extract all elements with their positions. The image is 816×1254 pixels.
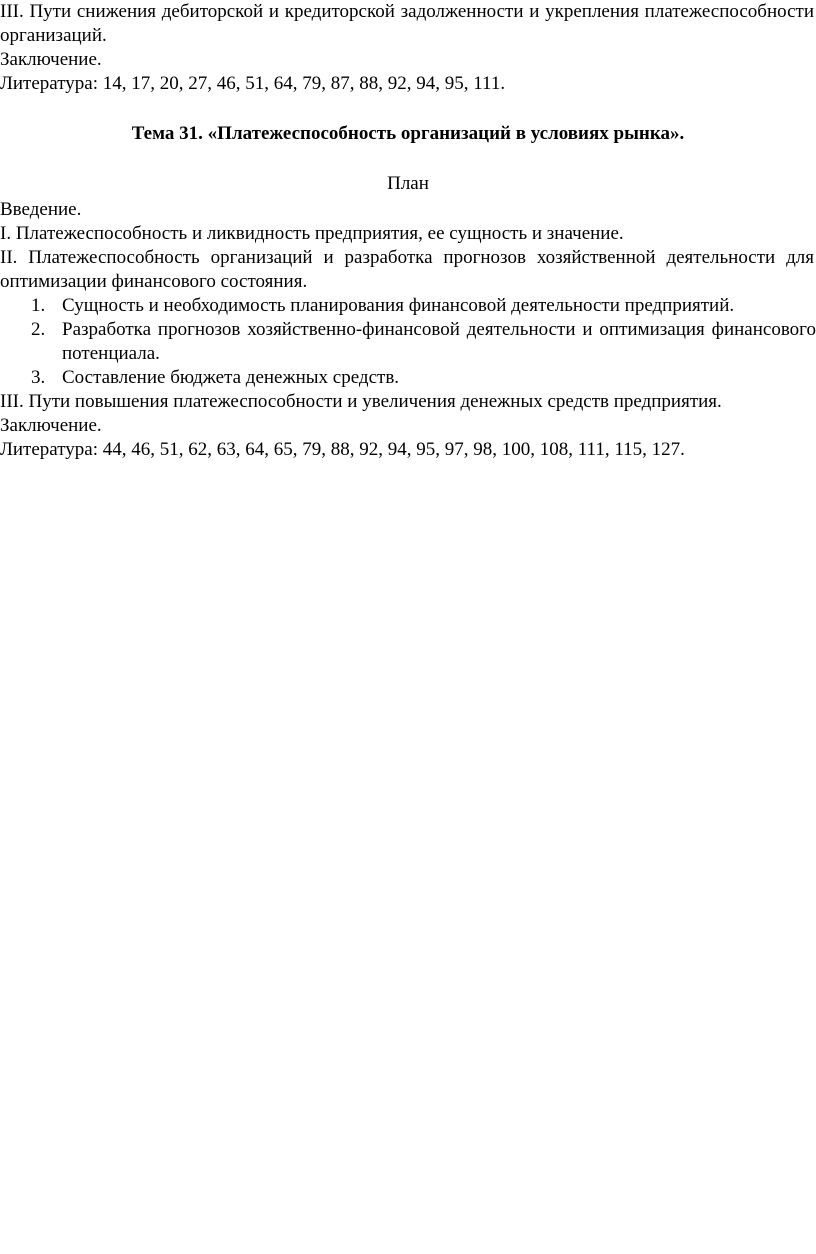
list-item-number: 3. [31, 367, 46, 388]
section-i-text: I. Платежеспособность и ликвидность предприятия, ее сущность и значение. [0, 223, 624, 244]
section-iii-paragraph: III. Пути снижения дебиторской и кредиторской задолженности и укрепления платежеспособности организаций. [0, 1, 814, 46]
list-item-text: Разработка прогнозов хозяйственно-финансовой деятельности и оптимизация финансового потенциала. [62, 319, 816, 364]
conclusion-text: Заключение. [0, 49, 102, 70]
intro-text: Введение. [0, 199, 82, 220]
list-item [0, 294, 816, 318]
list-item-text: Составление бюджета денежных средств. [62, 367, 400, 388]
document-page [0, 0, 816, 462]
list-item-text: Сущность и необходимость планирования финансовой деятельности предприятий. [62, 295, 735, 316]
list-item [0, 318, 816, 366]
list-item-number: 1. [31, 295, 46, 316]
list-item [0, 366, 816, 390]
topic-literature-list: Литература: 44, 46, 51, 62, 63, 64, 65, 79, 88, 92, 94, 95, 97, 98, 100, 108, 111, 115, 127. [0, 439, 685, 460]
literature-list: Литература: 14, 17, 20, 27, 46, 51, 64, 79, 87, 88, 92, 94, 95, 111. [0, 73, 506, 94]
subitem-list [0, 294, 816, 390]
section-iii-text: III. Пути повышения платежеспособности и увеличения денежных средств предприятия. [0, 391, 722, 412]
section-ii-text: II. Платежеспособность организаций и разработка прогнозов хозяйственной деятельности для оптимизации финансового состояния. [0, 247, 814, 292]
topic-title: Тема 31. «Платежеспособность организаций в условиях рынка». [131, 123, 685, 144]
list-item-number: 2. [31, 319, 46, 340]
plan-label: План [387, 173, 429, 194]
topic-conclusion-text: Заключение. [0, 415, 102, 436]
